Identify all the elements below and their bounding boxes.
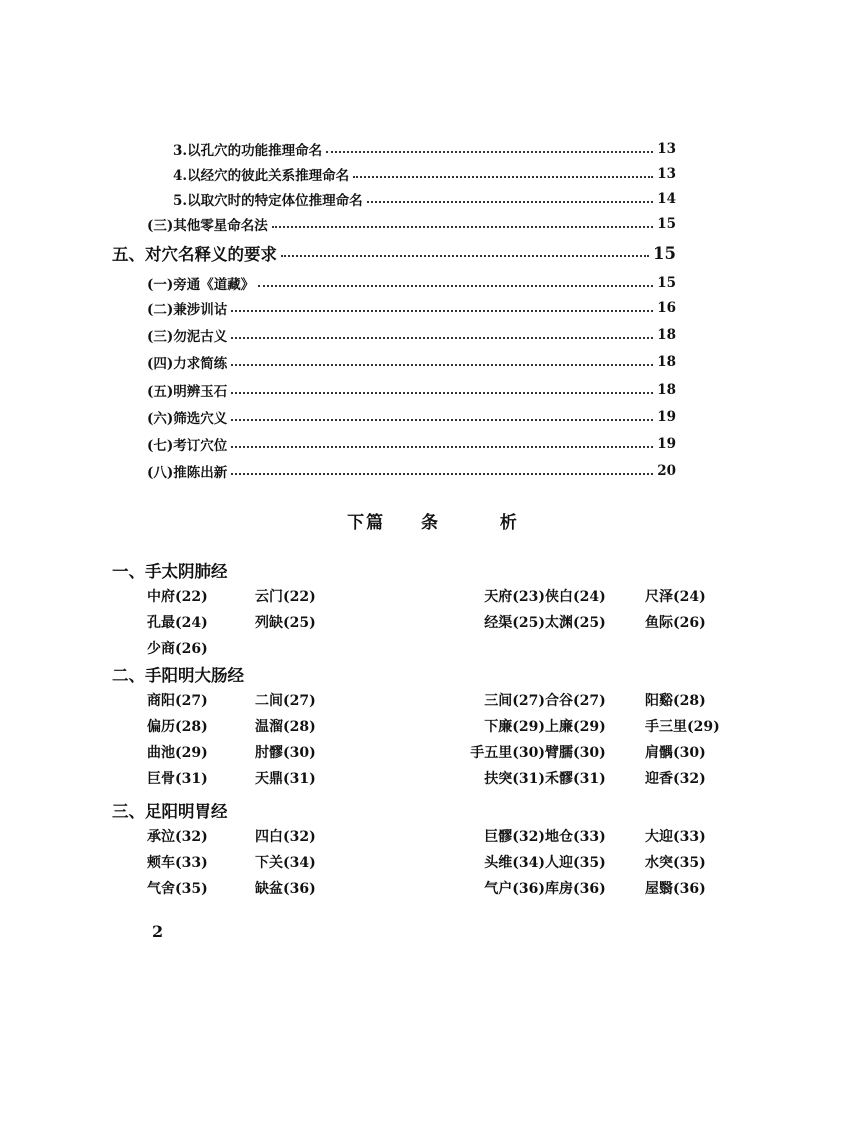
acupoint-entry: 水突(35)	[645, 855, 706, 871]
toc-page: 18	[657, 354, 676, 370]
acupoint-entry: 库房(36)	[545, 881, 606, 897]
toc-label: (一)旁通《道藏》	[147, 277, 255, 293]
toc-label: 3.以孔穴的功能推理命名	[173, 143, 323, 159]
toc-label: 4.以经穴的彼此关系推理命名	[173, 168, 350, 184]
toc-label: (三)其他零星命名法	[147, 218, 268, 234]
toc-page: 13	[657, 141, 676, 157]
toc-entry	[0, 242, 676, 264]
leader-dots	[231, 337, 653, 339]
toc-entry	[0, 351, 676, 373]
toc-label: (六)筛选穴义	[147, 411, 228, 427]
part-title-word: 条	[421, 513, 440, 533]
acupoint-entry: 列缺(25)	[255, 615, 316, 631]
toc-entry	[0, 213, 676, 235]
toc-label: 5.以取穴时的特定体位推理命名	[173, 193, 363, 209]
leader-dots	[231, 364, 653, 366]
acupoint-entry: 手三里(29)	[645, 719, 720, 735]
acupoint-entry: 肩髃(30)	[645, 745, 706, 761]
page-number: 2	[152, 922, 164, 941]
acupoint-entry: 尺泽(24)	[645, 589, 706, 605]
acupoint-entry: 鱼际(26)	[645, 615, 706, 631]
acupoint-entry: 巨髎(32)	[484, 829, 545, 845]
toc-entry	[0, 188, 676, 210]
meridian-heading: 二、手阳明大肠经	[112, 666, 244, 685]
toc-page: 15	[657, 275, 676, 291]
acupoint-entry: 缺盆(36)	[255, 881, 316, 897]
toc-page: 14	[657, 191, 676, 207]
acupoint-entry: 肘髎(30)	[255, 745, 316, 761]
acupoint-entry: 侠白(24)	[545, 589, 606, 605]
acupoint-entry: 头维(34)	[484, 855, 545, 871]
part-title-word: 析	[499, 513, 519, 533]
leader-dots	[231, 392, 653, 394]
toc-entry	[0, 460, 676, 482]
acupoint-grid	[147, 586, 706, 664]
acupoint-grid	[147, 826, 706, 904]
acupoint-entry: 上廉(29)	[545, 719, 606, 735]
part-title-word: 下篇	[347, 513, 386, 533]
acupoint-entry: 地仓(33)	[545, 829, 606, 845]
toc-page: 18	[657, 382, 676, 398]
acupoint-entry: 中府(22)	[147, 589, 208, 605]
toc-label: (八)推陈出新	[147, 465, 228, 481]
acupoint-entry: 颊车(33)	[147, 855, 208, 871]
acupoint-entry: 扶突(31)	[484, 771, 545, 787]
toc-label: (二)兼涉训诂	[147, 302, 228, 318]
toc-label: (五)明辨玉石	[147, 384, 228, 400]
acupoint-entry: 二间(27)	[255, 693, 316, 709]
leader-dots	[258, 285, 653, 287]
leader-dots	[231, 419, 653, 421]
acupoint-entry: 巨骨(31)	[147, 771, 208, 787]
acupoint-entry: 商阳(27)	[147, 693, 208, 709]
acupoint-entry: 四白(32)	[255, 829, 316, 845]
acupoint-entry: 禾髎(31)	[545, 771, 606, 787]
toc-entry	[0, 324, 676, 346]
toc-page: 15	[653, 243, 676, 263]
acupoint-entry: 下廉(29)	[484, 719, 545, 735]
toc-label: (三)勿泥古义	[147, 329, 228, 345]
acupoint-entry: 手五里(30)	[470, 745, 545, 761]
toc-label: (七)考订穴位	[147, 438, 228, 454]
acupoint-entry: 气户(36)	[484, 881, 545, 897]
acupoint-entry: 曲池(29)	[147, 745, 208, 761]
toc-entry	[0, 163, 676, 185]
toc-entry	[0, 272, 676, 294]
toc-page: 15	[657, 216, 676, 232]
leader-dots	[231, 446, 653, 448]
acupoint-entry: 经渠(25)	[484, 615, 545, 631]
acupoint-entry: 迎香(32)	[645, 771, 706, 787]
acupoint-entry: 偏历(28)	[147, 719, 208, 735]
acupoint-entry: 温溜(28)	[255, 719, 316, 735]
toc-page: 18	[657, 327, 676, 343]
toc-label: (四)力求简练	[147, 356, 228, 372]
toc-entry	[0, 379, 676, 401]
acupoint-entry: 大迎(33)	[645, 829, 706, 845]
acupoint-entry: 阳谿(28)	[645, 693, 706, 709]
leader-dots	[231, 310, 653, 312]
toc-page: 19	[657, 436, 676, 452]
leader-dots	[272, 226, 653, 228]
acupoint-entry: 合谷(27)	[545, 693, 606, 709]
toc-page: 16	[657, 300, 676, 316]
leader-dots	[281, 255, 649, 257]
leader-dots	[326, 151, 653, 153]
leader-dots	[231, 473, 653, 475]
acupoint-entry: 天府(23)	[484, 589, 545, 605]
acupoint-grid	[147, 690, 720, 794]
acupoint-entry: 承泣(32)	[147, 829, 208, 845]
acupoint-entry: 云门(22)	[255, 589, 316, 605]
leader-dots	[367, 201, 654, 203]
acupoint-entry: 气舍(35)	[147, 881, 208, 897]
acupoint-entry: 屋翳(36)	[645, 881, 706, 897]
acupoint-entry: 少商(26)	[147, 641, 208, 657]
acupoint-entry: 孔最(24)	[147, 615, 208, 631]
acupoint-entry: 太渊(25)	[545, 615, 606, 631]
meridian-heading: 三、足阳明胃经	[112, 802, 228, 821]
meridian-heading: 一、手太阴肺经	[112, 562, 228, 581]
toc-entry	[0, 406, 676, 428]
toc-label: 五、对穴名释义的要求	[112, 245, 277, 264]
toc-entry	[0, 138, 676, 160]
toc-entry	[0, 297, 676, 319]
part-title	[0, 508, 866, 533]
acupoint-entry: 人迎(35)	[545, 855, 606, 871]
toc-entry	[0, 433, 676, 455]
toc-page: 19	[657, 409, 676, 425]
acupoint-entry: 下关(34)	[255, 855, 316, 871]
acupoint-entry: 天鼎(31)	[255, 771, 316, 787]
toc-page: 13	[657, 166, 676, 182]
leader-dots	[353, 176, 653, 178]
acupoint-entry: 三间(27)	[484, 693, 545, 709]
acupoint-entry: 臂臑(30)	[545, 745, 606, 761]
toc-page: 20	[657, 463, 676, 479]
